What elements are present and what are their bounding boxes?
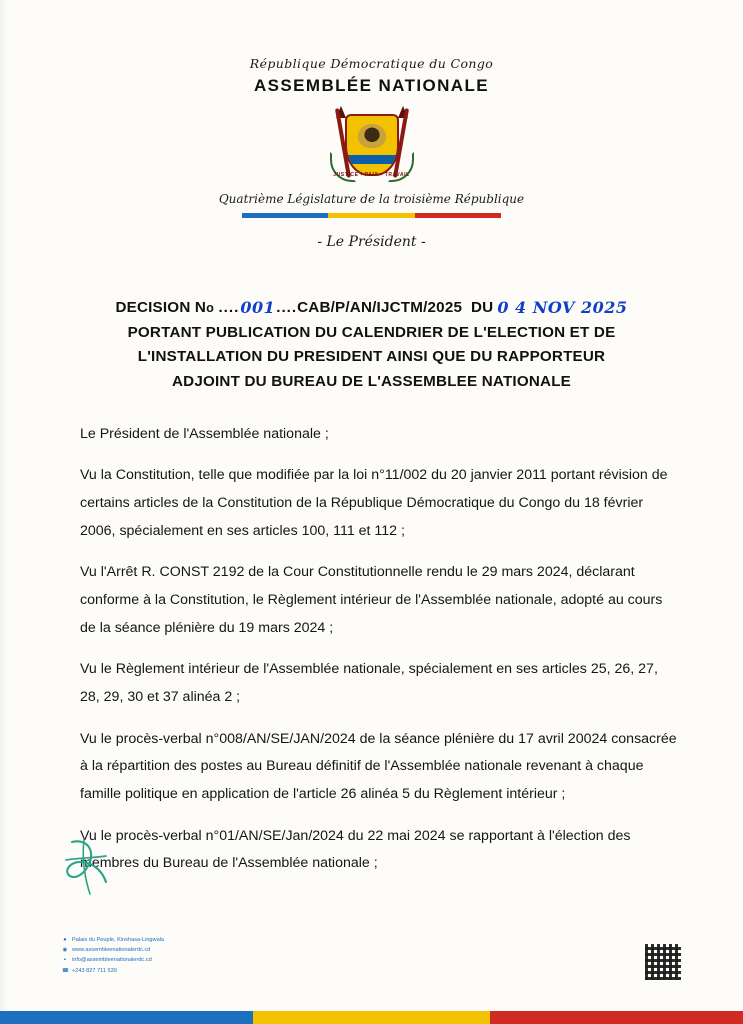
body-paragraph-5: Vu le procès-verbal n°008/AN/SE/JAN/2024 de la séance plénière du 17 avril 20024 consacrée à la répartition des postes au Bureau définitif de l'Assemblée nationale revenant à chaque famille politique en application de l'article 26 alinéa 5 du Règlement intérieur ; [80, 730, 677, 803]
body-paragraph-3: Vu l'Arrêt R. CONST 2192 de la Cour Constitutionnelle rendu le 29 mars 2024, déclarant conforme à la Constitution, le Règlement intérieur de l'Assemblée nationale, adopté au cours de la séance plénière du 19 mars 2024 ; [80, 564, 663, 636]
document-header [0, 0, 743, 250]
decision-reference-code: CAB/P/AN/IJCTM/2025 [297, 299, 463, 316]
decision-prefix: DECISION N [115, 299, 207, 316]
footer-bar-blue [0, 1011, 253, 1024]
institution-name: ASSEMBLÉE NATIONALE [253, 76, 490, 95]
document-footer [62, 935, 164, 976]
office-label: - Le Président - [317, 234, 426, 250]
footer-tricolor-bar [0, 1011, 743, 1024]
footer-bar-yellow [253, 1011, 491, 1024]
dots-before-number: .... [218, 299, 240, 316]
country-name: République Démocratique du Congo [249, 56, 494, 71]
footer-phone-row [62, 966, 164, 976]
body-paragraph-1: Le Président de l'Assemblée nationale ; [80, 425, 329, 442]
coat-of-arms [0, 108, 743, 186]
document-body [80, 421, 677, 879]
emblem-motto: JUSTICE - PAIX - TRAVAIL [333, 172, 410, 178]
decision-ordinal: o [206, 301, 215, 315]
footer-phone: +243 827 711 539 [72, 967, 117, 974]
leopard-head-shield-icon [345, 114, 399, 176]
footer-address: Palais du Peuple, Kinshasa-Lingwala [72, 936, 165, 943]
qr-code [645, 944, 681, 980]
phone-icon: ☎ [62, 967, 69, 974]
decision-title-line-3: L'INSTALLATION DU PRESIDENT AINSI QUE DU RAPPORTEUR [137, 348, 606, 366]
location-pin-icon: ● [63, 936, 67, 943]
divider-yellow [328, 213, 415, 218]
footer-bar-red [490, 1011, 743, 1024]
footer-website-row[interactable] [62, 945, 164, 955]
decision-title-line-2: PORTANT PUBLICATION DU CALENDRIER DE L'ELECTION ET DE [127, 323, 616, 341]
decision-title [56, 294, 687, 395]
du-label: DU [470, 299, 494, 316]
divider-red [415, 213, 502, 218]
body-paragraph-6: Vu le procès-verbal n°01/AN/SE/Jan/2024 du 22 mai 2024 se rapportant à l'élection des membres du Bureau de l'Assemblée nationale ; [80, 827, 631, 872]
body-paragraph-2: Vu la Constitution, telle que modifiée par la loi n°11/002 du 20 janvier 2011 portant révision de certains articles de la Constitution de la République Démocratique du Congo du 18 février 2006, spécialement en ses articles 100, 111 et 112 ; [80, 467, 668, 539]
decision-reference-line [56, 294, 687, 321]
handwritten-decision-number: 001 [240, 298, 276, 317]
emblem-icon [324, 108, 420, 186]
globe-icon: ◉ [62, 946, 68, 953]
tricolor-divider [242, 213, 502, 218]
footer-email-row[interactable] [62, 955, 164, 965]
handwritten-date: 0 4 NOV 2025 [497, 298, 628, 317]
envelope-icon: ▪ [64, 957, 66, 964]
body-paragraph-4: Vu le Règlement intérieur de l'Assemblée nationale, spécialement en ses articles 25, 26, 27, 28, 29, 30 et 37 alinéa 2 ; [80, 661, 658, 705]
footer-website[interactable]: www.assembleenationalerdc.cd [72, 946, 151, 953]
footer-address-row [62, 935, 164, 945]
legislature-label: Quatrième Législature de la troisième République [218, 192, 525, 206]
footer-email[interactable]: info@assembleenationalerdc.cd [72, 957, 152, 964]
decision-title-line-4: ADJOINT DU BUREAU DE L'ASSEMBLEE NATIONALE [171, 372, 572, 390]
dots-after-number: .... [276, 299, 298, 316]
divider-blue [242, 213, 329, 218]
